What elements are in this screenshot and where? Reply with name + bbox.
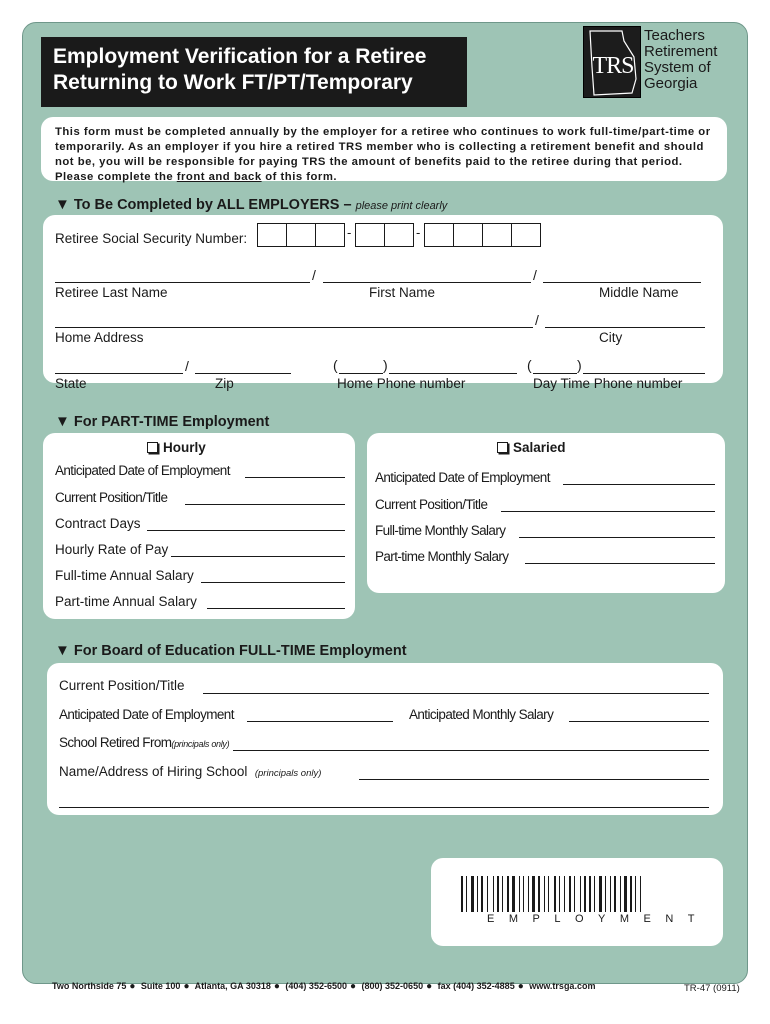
state-field[interactable]	[55, 373, 183, 374]
hourly-ft-salary-label: Full-time Annual Salary	[55, 568, 194, 583]
field-separator: /	[535, 312, 539, 328]
logo-line: Retirement	[644, 43, 718, 60]
hiring-school-note: (principals only)	[254, 768, 322, 779]
logo-line: Georgia	[644, 75, 698, 92]
ft-position-label: Current Position/Title	[59, 678, 185, 693]
georgia-state-logo-mark	[583, 26, 641, 98]
zip-field[interactable]	[195, 373, 291, 374]
salaried-box	[367, 433, 725, 593]
middle-name-label: Middle Name	[599, 285, 679, 300]
form-sheet	[22, 22, 748, 984]
barcode-box	[431, 858, 723, 946]
ssn-separator: -	[416, 225, 421, 240]
salaried-label: Salaried	[513, 440, 566, 455]
checkbox-icon	[497, 442, 508, 453]
home-phone-label: Home Phone number	[337, 376, 466, 391]
home-address-label: Home Address	[55, 330, 144, 345]
hourly-date-field[interactable]	[245, 477, 345, 478]
hourly-date-label: Anticipated Date of Employment	[55, 463, 230, 478]
contract-days-label: Contract Days	[55, 516, 141, 531]
ssn-digit-cell[interactable]	[384, 223, 414, 247]
ssn-digit-cell[interactable]	[482, 223, 512, 247]
ft-date-label: Anticipated Date of Employment	[59, 707, 234, 722]
trs-logo	[583, 26, 748, 104]
ssn-separator: -	[347, 225, 352, 240]
ft-monthly-field[interactable]	[569, 721, 709, 722]
hourly-rate-field[interactable]	[171, 556, 345, 557]
ft-position-field[interactable]	[203, 693, 709, 694]
ssn-digit-cell[interactable]	[286, 223, 316, 247]
salaried-position-label: Current Position/Title	[375, 497, 488, 512]
zip-label: Zip	[215, 376, 234, 391]
hiring-school-label	[59, 764, 321, 779]
salaried-pt-salary-label: Part-time Monthly Salary	[375, 549, 509, 564]
ft-monthly-label: Anticipated Monthly Salary	[409, 707, 554, 722]
field-separator: /	[533, 267, 537, 283]
last-name-label: Retiree Last Name	[55, 285, 168, 300]
ssn-digit-cell[interactable]	[355, 223, 385, 247]
ssn-digit-cell[interactable]	[453, 223, 483, 247]
contract-days-field[interactable]	[147, 530, 345, 531]
footer-city: Atlanta, GA 30318	[194, 981, 271, 991]
bullet-icon: ●	[426, 981, 433, 992]
hourly-ft-salary-field[interactable]	[201, 582, 345, 583]
ssn-digit-cell[interactable]	[424, 223, 454, 247]
form-title-line-1: Employment Verification for a Retiree	[53, 45, 427, 68]
logo-mark-text: TRS	[592, 53, 634, 79]
section-heading-text: For PART-TIME Employment	[73, 414, 270, 430]
salaried-ft-salary-label: Full-time Monthly Salary	[375, 523, 506, 538]
logo-line: System of	[644, 59, 711, 76]
hourly-position-label: Current Position/Title	[55, 490, 168, 505]
salaried-date-label: Anticipated Date of Employment	[375, 470, 550, 485]
logo-line: Teachers	[644, 27, 705, 44]
day-phone-label: Day Time Phone number	[533, 376, 683, 391]
barcode-icon	[461, 876, 691, 912]
footer-contact	[52, 981, 595, 992]
last-name-field[interactable]	[55, 282, 310, 283]
section-heading-all-employers	[55, 196, 447, 213]
triangle-down-icon: ▼	[55, 196, 70, 213]
form-code: TR-47 (0911)	[684, 983, 740, 994]
salaried-option[interactable]	[497, 440, 566, 455]
day-phone-field[interactable]	[583, 373, 705, 374]
section-heading-part-time	[55, 413, 269, 430]
home-address-field[interactable]	[55, 327, 533, 328]
bullet-icon: ●	[349, 981, 357, 992]
school-retired-text: School Retired From	[59, 735, 172, 750]
footer-fax: fax (404) 352-4885	[437, 981, 515, 991]
school-retired-note: (principals only)	[171, 739, 230, 749]
footer-website[interactable]: www.trsga.com	[529, 981, 596, 991]
instructions-notice	[41, 117, 727, 181]
hiring-school-field[interactable]	[359, 779, 709, 780]
home-phone-area-close: )	[383, 357, 388, 373]
hourly-box	[43, 433, 355, 619]
home-phone-area-code-field[interactable]	[339, 373, 383, 374]
city-field[interactable]	[545, 327, 705, 328]
middle-name-field[interactable]	[543, 282, 701, 283]
bullet-icon: ●	[273, 981, 280, 992]
salaried-position-field[interactable]	[501, 511, 715, 512]
ssn-digit-cell[interactable]	[315, 223, 345, 247]
barcode-text: EMPLOYMENT	[487, 913, 710, 925]
hiring-school-text: Name/Address of Hiring School	[59, 764, 248, 779]
ft-date-field[interactable]	[247, 721, 393, 722]
home-phone-area-open: (	[333, 357, 338, 373]
hourly-pt-salary-field[interactable]	[207, 608, 345, 609]
hourly-option[interactable]	[147, 440, 206, 455]
state-label: State	[55, 376, 87, 391]
salaried-date-field[interactable]	[563, 484, 715, 485]
section-heading-full-time	[55, 642, 407, 659]
hourly-pt-salary-label: Part-time Annual Salary	[55, 594, 197, 609]
checkbox-icon	[147, 442, 158, 453]
first-name-field[interactable]	[323, 282, 531, 283]
field-separator: /	[312, 267, 316, 283]
ssn-input	[257, 223, 557, 247]
section-heading-text: For Board of Education FULL-TIME Employment	[73, 643, 407, 659]
all-employers-box	[43, 215, 723, 391]
city-label: City	[599, 330, 623, 345]
triangle-down-icon: ▼	[55, 413, 70, 430]
bullet-icon: ●	[129, 981, 136, 992]
section-heading-text: To Be Completed by ALL EMPLOYERS –	[73, 197, 352, 213]
triangle-down-icon: ▼	[55, 642, 70, 659]
bullet-icon: ●	[183, 981, 190, 992]
salaried-pt-salary-field[interactable]	[525, 563, 715, 564]
first-name-label: First Name	[369, 285, 436, 300]
day-phone-area-close: )	[577, 357, 582, 373]
hourly-label: Hourly	[163, 440, 206, 455]
notice-text-2: of this form.	[261, 171, 338, 183]
ssn-digit-cell[interactable]	[511, 223, 541, 247]
hourly-position-field[interactable]	[185, 504, 345, 505]
salaried-ft-salary-field[interactable]	[519, 537, 715, 538]
form-title	[41, 37, 467, 107]
ssn-label: Retiree Social Security Number:	[55, 231, 248, 246]
bullet-icon: ●	[517, 981, 524, 992]
form-title-line-2: Returning to Work FT/PT/Temporary	[53, 71, 413, 94]
ssn-digit-cell[interactable]	[257, 223, 287, 247]
day-phone-area-open: (	[527, 357, 532, 373]
notice-underlined: front and back	[176, 171, 262, 183]
full-time-box	[47, 663, 723, 815]
field-separator: /	[185, 358, 189, 374]
school-retired-field[interactable]	[233, 750, 709, 751]
footer-phone: (404) 352-6500	[285, 981, 347, 991]
school-retired-label	[59, 735, 229, 750]
home-phone-field[interactable]	[389, 373, 517, 374]
footer-toll-free: (800) 352-0650	[361, 981, 424, 991]
footer-suite: Suite 100	[140, 981, 181, 991]
notice-text-1: This form must be completed annually by the employer for a retiree who continues to work full-time/part-time or temporarily. As an employer if you hire a retired TRS member who is collecting a retirement benefit and should not be, you will be responsible for paying TRS the amount of benefits paid to the retiree during that period. Please complete the	[55, 126, 711, 183]
day-phone-area-code-field[interactable]	[533, 373, 577, 374]
hourly-rate-label: Hourly Rate of Pay	[55, 542, 169, 557]
section-subheading: please print clearly	[355, 200, 448, 212]
footer-address: Two Northside 75	[52, 981, 127, 991]
logo-organization-name	[644, 28, 748, 92]
hiring-school-field-continued[interactable]	[59, 807, 709, 808]
